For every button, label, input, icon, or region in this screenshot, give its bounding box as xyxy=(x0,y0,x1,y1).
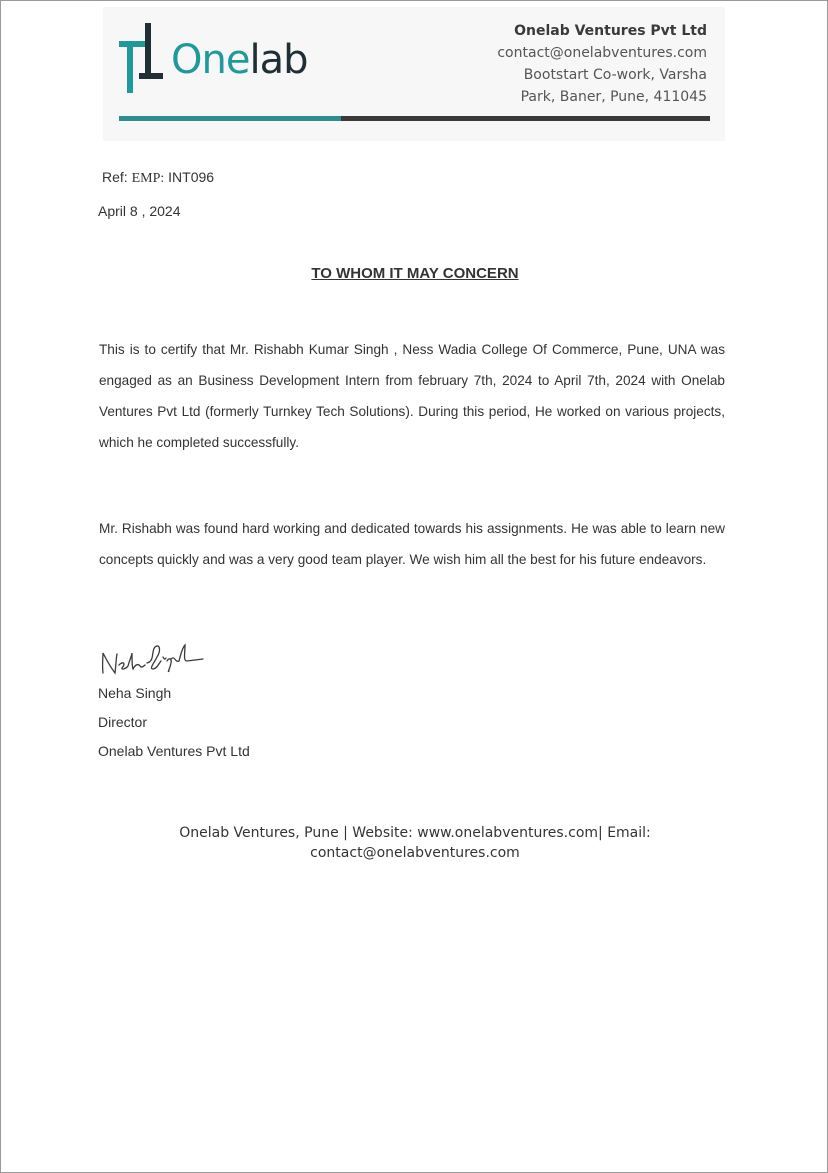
footer-line-1: Onelab Ventures, Pune | Website: www.onelabventures.com| Email: xyxy=(179,825,651,841)
company-address-line1: Bootstart Co-work, Varsha xyxy=(523,67,707,83)
logo-wordmark: Onelab xyxy=(171,37,308,83)
letterhead-divider xyxy=(119,116,710,121)
company-email: contact@onelabventures.com xyxy=(497,45,707,61)
company-contact-block xyxy=(497,20,707,108)
body-paragraph-2: Mr. Rishabh was found hard working and dedicated towards his assignments. He was able to learn new concepts quickly and was a very good team player. We wish him all the best for his future endeavors. xyxy=(99,521,725,567)
signer-company: Onelab Ventures Pvt Ltd xyxy=(98,743,250,759)
company-name: Onelab Ventures Pvt Ltd xyxy=(514,23,707,39)
signer-block xyxy=(98,679,250,766)
letter-footer xyxy=(1,823,828,863)
signer-title: Director xyxy=(98,714,148,730)
company-address-line2: Park, Baner, Pune, 411045 xyxy=(520,89,707,105)
footer-line-2: contact@onelabventures.com xyxy=(310,845,520,861)
letter-title: TO WHOM IT MAY CONCERN xyxy=(311,265,519,282)
letter-date: April 8 , 2024 xyxy=(98,203,181,219)
body-paragraph-1: This is to certify that Mr. Rishabh Kumar Singh , Ness Wadia College Of Commerce, Pune, UNA was engaged as an Business Development Intern from february 7th, 2024 to April 7th, 2024 with Onelab Ventures Pvt Ltd (formerly Turnkey Tech Solutions). During this period, He worked on various projects, which he completed successfully. xyxy=(99,342,725,450)
handwritten-signature xyxy=(97,639,207,683)
reference-number: Ref: EMP: INT096 xyxy=(102,169,215,186)
company-logo xyxy=(119,23,308,99)
onelab-logo-icon xyxy=(119,23,169,99)
signer-name: Neha Singh xyxy=(98,685,172,701)
